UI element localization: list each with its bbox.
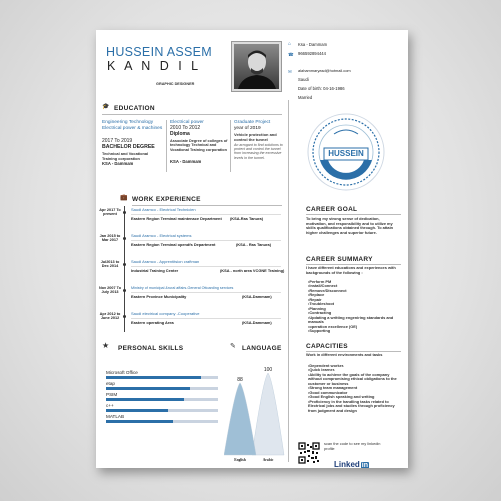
list-item: •Proficiency in the handling tasks related to Electrical jobs and studies through proficiency from judgment and design [308, 398, 395, 413]
list-item: •Contracting [308, 310, 332, 316]
badge-name: HUSSEIN [328, 149, 364, 158]
email-icon: ✉ [288, 69, 292, 74]
timeline-dot [123, 289, 126, 292]
career-summary-list [306, 280, 398, 334]
qr-code-icon [298, 442, 320, 464]
list-item: •Good English speaking and writing [308, 394, 375, 400]
career-summary-heading: CAREER SUMMARY [306, 256, 373, 263]
language-chart [224, 355, 288, 463]
list-item: •Planning [308, 305, 326, 311]
skill-bar-fill [106, 420, 173, 423]
goal-rule [306, 214, 401, 215]
list-item: •Perform PM [308, 279, 332, 284]
linkedin-logo-text: Linked [334, 460, 360, 468]
resume-sheet: HUSSEIN ASSEM K A N D I L GRAPHIC DESIGNER ⌂ Ksa - Dammam ☎ 966592894444 ✉ alahammaryasd@hotmail.com Saudi Date of birth: 04-16-1986 Married 🎓 EDUCATION Engineering Technology Electrical power & machines 2017 To 2019 BACHELOR DEGREE Technical and Vocational Training corporation KSA - Dammam Electrical power 2010 To 2012 Diploma Associate Degree of colleges of technology Technical and Vocational Training corporation KSA - Dammam Graduate Project year of 2019 Vehicle protection and control the tunnel An arrogant to find solutions to protect and control the tunnel from increasing the excessive levels in the tunnel. HUSSEIN 💼 WORK EXPERIENCE Apr 2017 To present Saudi Aramco - Electrical Technicien Eastern Region Terminal maintenace Department (KSA-Ras Tanura) Jan 2015 to Mar 2017 Saudi Aramco - Electrical systems Eastern Region Terminal opendfs Department (KSA - Ras Tanura) Jul2013 to Dec 2014 Saudi Aramco - Apprentitsion craftman Industrial Training Center (KSA - north area VCGNE Training) Nov 2007 To July 2013 Ministry of municipal &rural affairs-General Ottoarding services Eastern Province Municipality (KSA-Dammam) Apr 2012 to June 2012 Saudi electrical company -Cooperative Eastern operating Area (KSA-Dammam) ★ PERSONAL SKILLS Microsoft Office etap PSIM c++ MATLAB ✎ LANGUAGE 88 English 100 Arabic CAREER GOAL To bring my strong sense of dedication, motivation, and responsibility and to utilize my skills qualifications obtained through. To attain higher challenges and superior future. CAREER SUMMARY I have different educations and experiences with backgrounds of the following : •Perform PM •Install/Connect •Remove/Disconnect •Replace •Repair •Troubleshoot •Planning •Contracting •Updating a writting engeniring standards and manuals •operation excellence (OE) •Supporting CAPACITIES Work in different environments and tasks •Dependent worker. •Quick learner. •Ability to achieve the goals of the company without compromising ethical obligations to the customer or business •Strong team management •Good communicator •Good English speaking and writing •Proficiency in the handling tasks related to Electrical jobs and studies through proficiency from judgment and design scan the code to see my linkedin profile Linked in [96, 30, 408, 468]
last-name: K A N D I L [107, 59, 202, 73]
linkedin-logo-in: in [361, 462, 369, 468]
skill-bar-fill [106, 387, 190, 390]
language-peak [224, 383, 256, 455]
graduation-cap-icon: 🎓 [102, 104, 110, 110]
list-item: •Troubleshoot [308, 301, 335, 307]
skill-bar-fill [106, 376, 201, 379]
career-goal-text: To bring my strong sense of dedication, motivation, and responsibility and to utilize my skills qualifications obtained through. To attain higher challenges and superior future. [306, 216, 394, 235]
contact-email[interactable]: alahammaryasd@hotmail.com [298, 68, 351, 73]
capacities-intro: Work in different environments and tasks [306, 352, 383, 357]
skill-label: Microsoft Office [106, 370, 138, 375]
skills-heading: PERSONAL SKILLS [118, 345, 184, 352]
language-name: English [234, 458, 246, 462]
home-icon: ⌂ [288, 41, 292, 47]
job-title: GRAPHIC DESIGNER [156, 82, 195, 86]
education-rule [102, 114, 282, 115]
list-item: •Quick learner. [308, 367, 336, 373]
language-chart-svg [224, 355, 288, 463]
capacities-heading: CAPACITIES [306, 343, 348, 350]
pencil-icon: ✎ [230, 343, 236, 350]
skill-bar-fill [106, 409, 168, 412]
language-heading: LANGUAGE [242, 345, 282, 352]
person-silhouette-icon [234, 44, 279, 89]
list-item: •Repair [308, 296, 322, 302]
career-summary-intro: I have different educations and experiences with backgrounds of the following : [306, 265, 396, 275]
education-heading: EDUCATION [114, 105, 155, 112]
list-item: •Strong team management [308, 385, 358, 391]
skill-label: MATLAB [106, 414, 125, 419]
skill-bar-fill [106, 398, 184, 401]
list-item: •Replace [308, 292, 325, 298]
list-item: •Updating a writting engeniring standards and manuals [308, 314, 394, 325]
column-divider [288, 100, 289, 462]
language-value: 100 [263, 367, 273, 373]
timeline-dot [123, 263, 126, 266]
contact-phone: 966592894444 [298, 51, 326, 56]
language-name: Arabic [262, 458, 274, 462]
edu-divider-1 [166, 120, 167, 172]
career-goal-heading: CAREER GOAL [306, 206, 358, 213]
skill-label: PSIM [106, 392, 118, 397]
contact-dob: Date of birth: 04-16-1986 [298, 86, 345, 91]
contact-status: Married [298, 95, 313, 100]
qr-code[interactable] [298, 442, 320, 464]
hussein-badge [306, 112, 386, 192]
briefcase-icon: 💼 [120, 195, 128, 201]
first-name: HUSSEIN ASSEM [106, 45, 213, 59]
timeline-dot [123, 237, 126, 240]
work-list: Apr 2017 To present Saudi Aramco - Electrical Technicien Eastern Region Terminal maintenace Department (KSA-Ras Tanura) Jan 2015 to Mar 2017 Saudi Aramco - Electrical systems Eastern Region Terminal opendfs Department (KSA - Ras Tanura) Jul2013 to Dec 2014 Saudi Aramco - Apprentitsion craftman Industrial Training Center (KSA - north area VCGNE Training) Nov 2007 To July 2013 Ministry of municipal &rural affairs-General Ottoarding services Eastern Province Municipality (KSA-Dammam) Apr 2012 to June 2012 Saudi electrical company -Cooperative Eastern operating Area (KSA-Dammam) [98, 207, 285, 325]
list-item: •Ability to achieve the goals of the company without compromising ethical obligations to the customer or business [308, 371, 397, 386]
work-rule [132, 205, 282, 206]
skill-label: c++ [106, 403, 114, 408]
list-item: •Install/Connect [308, 283, 338, 289]
contact-location: Ksa - Dammam [298, 42, 328, 47]
list-item: •Dependent worker. [308, 363, 345, 368]
list-item: •Remove/Disconnect [308, 287, 347, 293]
qr-caption: scan the code to see my linkedin profile [324, 441, 381, 451]
capacities-list [306, 364, 398, 413]
language-value: 88 [237, 376, 243, 383]
skill-label: etap [106, 381, 115, 386]
star-icon: ★ [102, 341, 110, 350]
list-item: •Good communicator [308, 389, 348, 395]
profile-photo [232, 42, 281, 91]
list-item: •operation excellence (OE) [308, 323, 358, 329]
phone-icon: ☎ [288, 52, 294, 57]
timeline-dot [123, 315, 126, 318]
language-peak [252, 373, 284, 455]
work-heading: WORK EXPERIENCE [132, 196, 201, 203]
list-item: •Supporting [308, 328, 331, 334]
edu-divider-2 [230, 120, 231, 172]
linkedin-logo[interactable] [334, 454, 369, 468]
contact-nationality: Saudi [298, 77, 309, 82]
timeline-dot [123, 211, 126, 214]
skills-list [106, 370, 226, 460]
